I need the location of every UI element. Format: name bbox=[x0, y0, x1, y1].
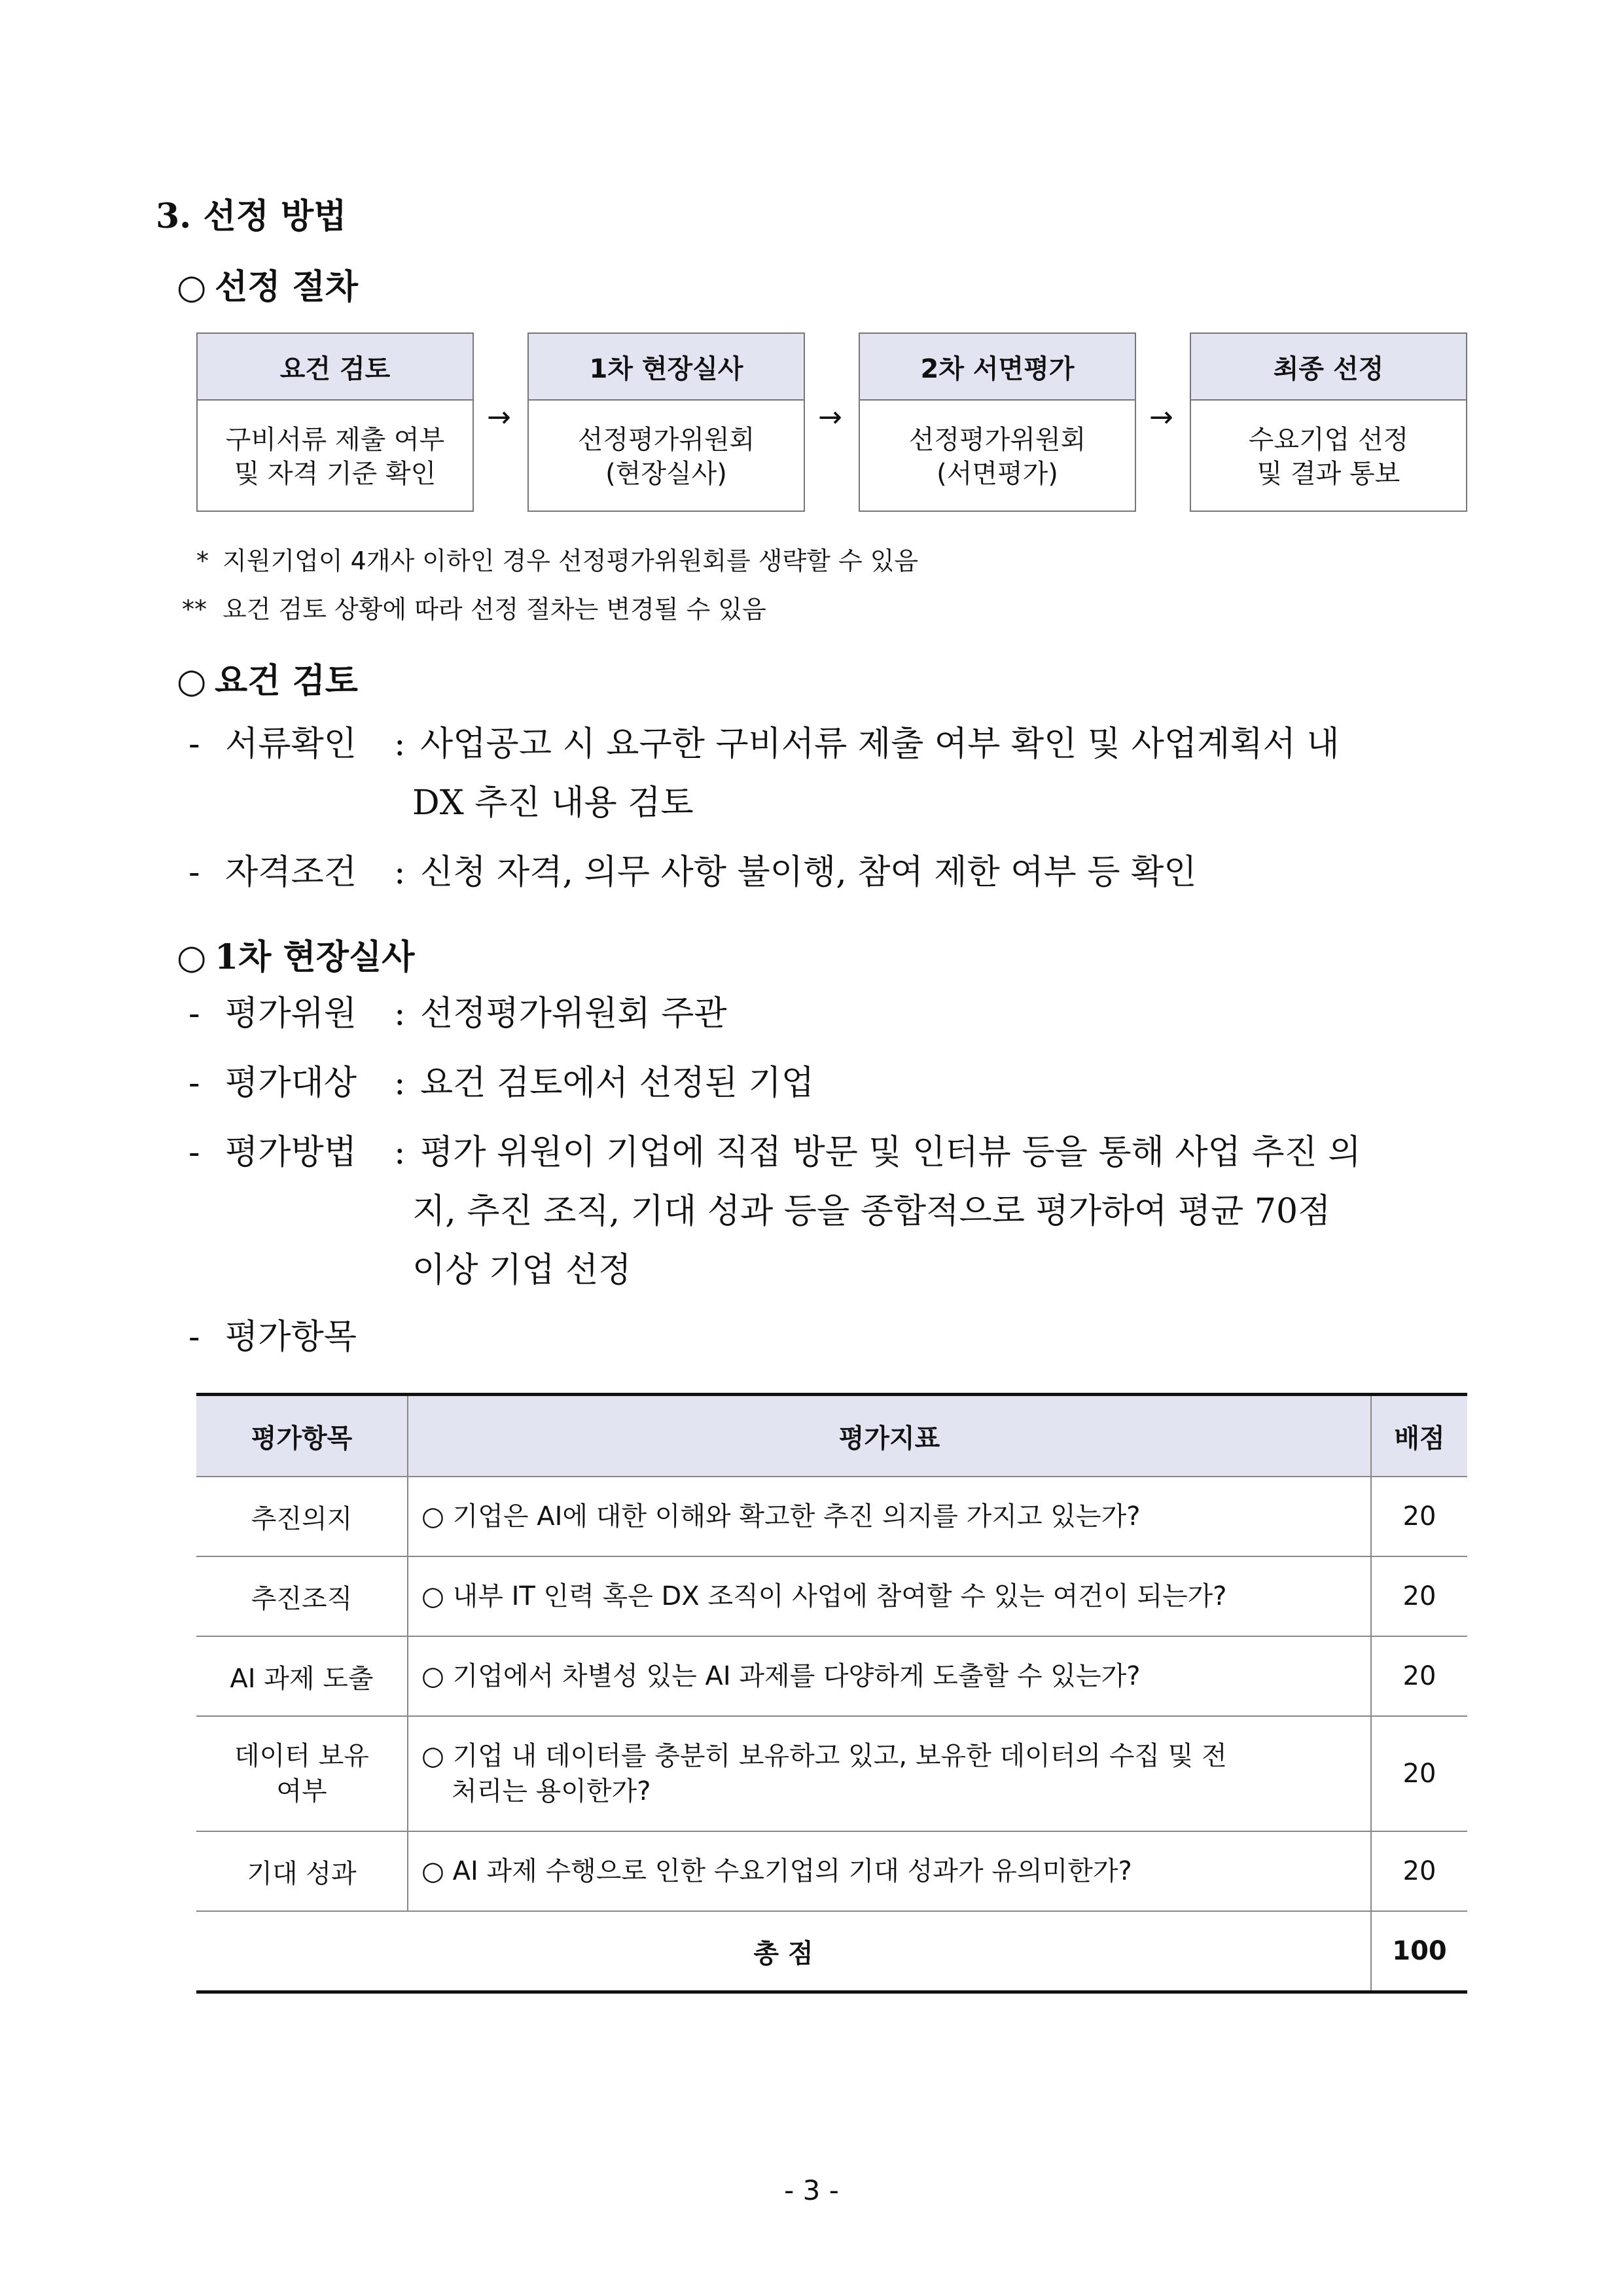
row-category-line: 여부 bbox=[276, 1776, 327, 1806]
onsite-item-criteria bbox=[188, 1308, 357, 1367]
page-number: - 3 - bbox=[784, 2174, 839, 2206]
item-text: 신청 자격, 의무 사항 불이행, 참여 제한 여부 등 확인 bbox=[420, 853, 1197, 892]
bullet-circle: ○ bbox=[177, 937, 207, 977]
requirements-heading-text: 요건 검토 bbox=[215, 661, 359, 701]
flow-step-desc-line: 선정평가위원회 bbox=[908, 425, 1086, 455]
header-score: 배점 bbox=[1371, 1395, 1467, 1477]
item-colon: : bbox=[394, 1064, 406, 1103]
table-row bbox=[196, 1716, 1467, 1831]
onsite-item-evaluator bbox=[188, 984, 727, 1043]
row-indicator bbox=[408, 1716, 1371, 1831]
flow-step-desc bbox=[1191, 401, 1466, 513]
item-colon: : bbox=[394, 994, 406, 1033]
header-category: 평가항목 bbox=[196, 1395, 408, 1477]
flow-step-desc-line: 선정평가위원회 bbox=[577, 425, 755, 455]
table-row bbox=[196, 1636, 1467, 1716]
footnote-mark: ** bbox=[182, 595, 207, 624]
item-text-continued: 이상 기업 선정 bbox=[412, 1251, 632, 1290]
flow-step-desc-line: (서면평가) bbox=[936, 459, 1058, 489]
header-indicator: 평가지표 bbox=[408, 1395, 1371, 1477]
item-label: 평가방법 bbox=[225, 1133, 357, 1172]
procedure-heading-text: 선정 절차 bbox=[215, 267, 359, 307]
footnote-text: 요건 검토 상황에 따라 선정 절차는 변경될 수 있음 bbox=[223, 595, 766, 624]
footnote bbox=[182, 589, 766, 625]
dash: - bbox=[188, 1318, 200, 1357]
row-score: 20 bbox=[1371, 1716, 1467, 1831]
item-colon: : bbox=[394, 853, 406, 892]
requirement-item-eligibility bbox=[188, 843, 1196, 902]
onsite-heading-text: 1차 현장실사 bbox=[215, 937, 415, 977]
dash: - bbox=[188, 1133, 200, 1172]
table-header-row bbox=[196, 1395, 1467, 1477]
item-text: 요건 검토에서 선정된 기업 bbox=[420, 1064, 815, 1103]
onsite-item-target bbox=[188, 1054, 814, 1113]
flow-step-title: 1차 현장실사 bbox=[529, 334, 804, 401]
flow-arrow: → bbox=[487, 401, 511, 434]
requirements-heading bbox=[177, 653, 358, 702]
flow-step-desc-line: 구비서류 제출 여부 bbox=[225, 425, 445, 455]
item-text: 선정평가위원회 주관 bbox=[420, 994, 727, 1033]
row-category: 추진조직 bbox=[196, 1556, 408, 1636]
row-category: 기대 성과 bbox=[196, 1831, 408, 1911]
onsite-item-method bbox=[188, 1123, 1361, 1182]
item-label: 평가대상 bbox=[225, 1064, 357, 1103]
dash: - bbox=[188, 1064, 200, 1103]
total-score: 100 bbox=[1371, 1911, 1467, 1992]
row-score: 20 bbox=[1371, 1477, 1467, 1556]
row-score: 20 bbox=[1371, 1636, 1467, 1716]
flow-step-desc bbox=[198, 401, 473, 513]
total-label: 총 점 bbox=[196, 1911, 1371, 1992]
item-colon: : bbox=[394, 1133, 406, 1172]
row-score: 20 bbox=[1371, 1556, 1467, 1636]
item-text: 사업공고 시 요구한 구비서류 제출 여부 확인 및 사업계획서 내 bbox=[420, 725, 1340, 764]
item-text: 평가 위원이 기업에 직접 방문 및 인터뷰 등을 통해 사업 추진 의 bbox=[420, 1133, 1361, 1172]
item-text-continued: DX 추진 내용 검토 bbox=[412, 783, 694, 823]
row-indicator-line: ○ 기업 내 데이터를 충분히 보유하고 있고, 보유한 데이터의 수집 및 전 bbox=[421, 1741, 1227, 1771]
flow-step-final bbox=[1190, 332, 1467, 512]
row-category: 추진의지 bbox=[196, 1477, 408, 1556]
section-title: 3. 선정 방법 bbox=[156, 196, 347, 236]
row-score: 20 bbox=[1371, 1831, 1467, 1911]
flow-step-title: 요건 검토 bbox=[198, 334, 473, 401]
item-colon: : bbox=[394, 725, 406, 764]
table-row bbox=[196, 1831, 1467, 1911]
flow-step-title: 최종 선정 bbox=[1191, 334, 1466, 401]
evaluation-table bbox=[196, 1393, 1467, 1994]
flow-step-onsite bbox=[527, 332, 805, 512]
requirement-item-documents bbox=[188, 715, 1340, 774]
flow-arrow: → bbox=[818, 401, 842, 434]
flow-step-requirements bbox=[196, 332, 474, 512]
footnote-mark: * bbox=[196, 547, 209, 575]
flow-step-desc-line: 수요기업 선정 bbox=[1248, 425, 1409, 455]
procedure-heading bbox=[177, 259, 358, 308]
bullet-circle: ○ bbox=[177, 661, 207, 701]
flow-step-desc-line: 및 결과 통보 bbox=[1257, 459, 1400, 489]
row-indicator: ○ AI 과제 수행으로 인한 수요기업의 기대 성과가 유의미한가? bbox=[408, 1831, 1371, 1911]
item-text-continued: 지, 추진 조직, 기대 성과 등을 종합적으로 평가하여 평균 70점 bbox=[412, 1192, 1331, 1231]
item-label: 자격조건 bbox=[225, 853, 357, 892]
dash: - bbox=[188, 853, 200, 892]
row-indicator: ○ 기업은 AI에 대한 이해와 확고한 추진 의지를 가지고 있는가? bbox=[408, 1477, 1371, 1556]
table-total-row bbox=[196, 1911, 1467, 1992]
item-label: 서류확인 bbox=[225, 725, 357, 764]
item-label: 평가항목 bbox=[225, 1318, 357, 1357]
table-row bbox=[196, 1556, 1467, 1636]
dash: - bbox=[188, 994, 200, 1033]
row-category bbox=[196, 1716, 408, 1831]
flow-arrow: → bbox=[1149, 401, 1173, 434]
flow-step-desc bbox=[860, 401, 1135, 513]
flow-step-desc bbox=[529, 401, 804, 513]
footnote-text: 지원기업이 4개사 이하인 경우 선정평가위원회를 생략할 수 있음 bbox=[223, 547, 919, 575]
row-category: AI 과제 도출 bbox=[196, 1636, 408, 1716]
flow-step-desc-line: (현장실사) bbox=[605, 459, 727, 489]
row-category-line: 데이터 보유 bbox=[234, 1741, 369, 1771]
row-indicator-line: 처리는 용이한가? bbox=[452, 1776, 651, 1806]
item-label: 평가위원 bbox=[225, 994, 357, 1033]
row-indicator: ○ 내부 IT 인력 혹은 DX 조직이 사업에 참여할 수 있는 여건이 되는가? bbox=[408, 1556, 1371, 1636]
table-row bbox=[196, 1477, 1467, 1556]
row-indicator: ○ 기업에서 차별성 있는 AI 과제를 다양하게 도출할 수 있는가? bbox=[408, 1636, 1371, 1716]
footnote bbox=[196, 541, 918, 577]
flow-step-title: 2차 서면평가 bbox=[860, 334, 1135, 401]
onsite-heading bbox=[177, 929, 414, 978]
flow-step-document bbox=[859, 332, 1136, 512]
flow-step-desc-line: 및 자격 기준 확인 bbox=[234, 459, 437, 489]
dash: - bbox=[188, 725, 200, 764]
bullet-circle: ○ bbox=[177, 267, 207, 307]
